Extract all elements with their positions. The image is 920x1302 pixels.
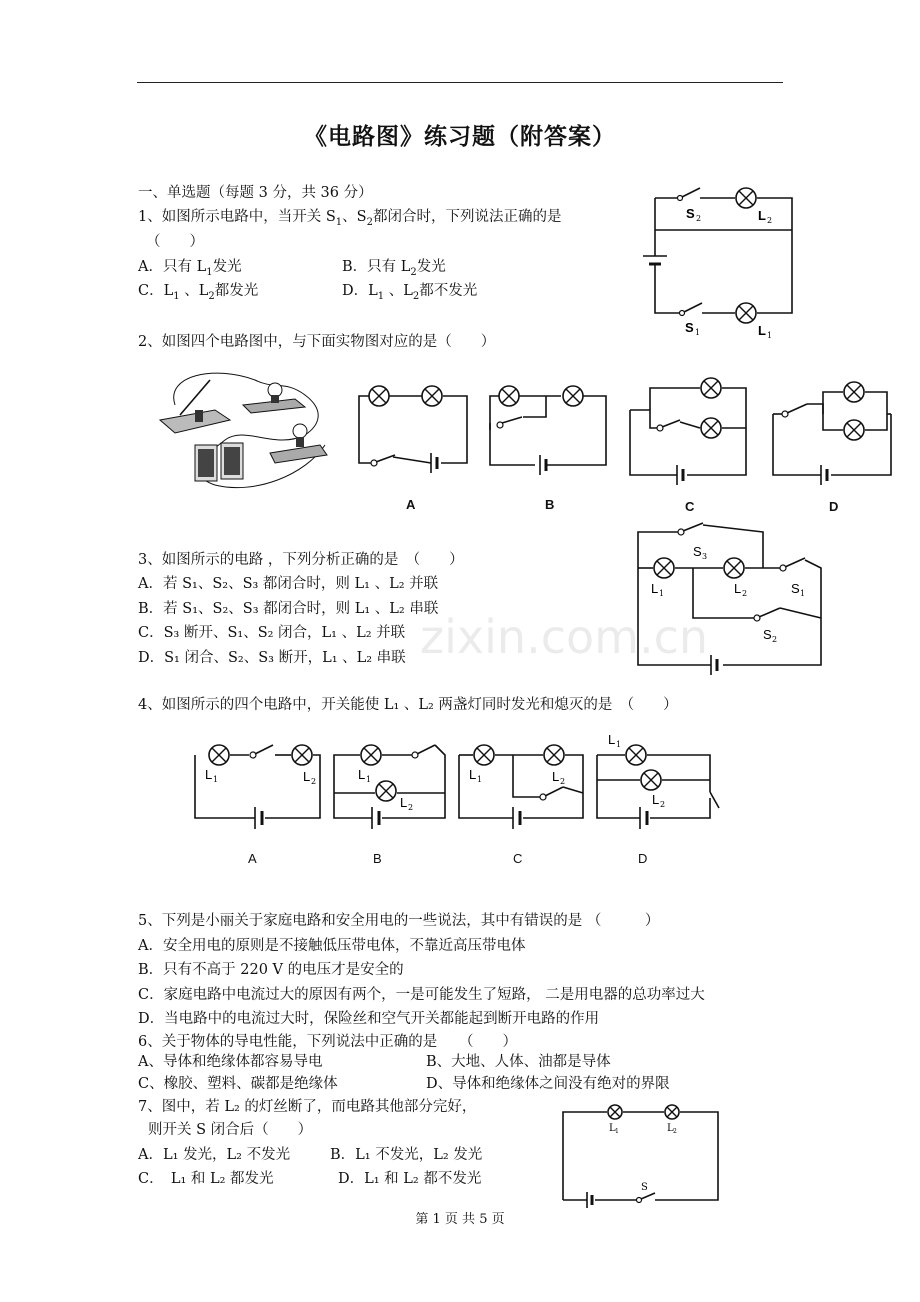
q2-circuit-a (345, 375, 485, 475)
svg-text:3: 3 (702, 552, 708, 561)
svg-text:2: 2 (311, 777, 317, 786)
svg-text:L: L (205, 767, 213, 782)
q1-stem: 1、如图所示电路中，当开关 $S_1$、$S_2$都闭合时，下列说法正确的是 (138, 209, 562, 228)
svg-text:1: 1 (616, 740, 622, 749)
q4-circuit-a (185, 735, 330, 835)
lamp-l2-icon (736, 188, 756, 208)
svg-text:L: L (400, 795, 408, 810)
svg-text:1: 1 (800, 589, 806, 598)
svg-text:1: 1 (213, 775, 219, 784)
svg-text:L: L (609, 1123, 616, 1134)
svg-text:S: S (686, 206, 695, 221)
q6-option-a[interactable]: A、导体和绝缘体都容易导电 (138, 1054, 323, 1070)
svg-text:L: L (303, 769, 311, 784)
q1-option-d[interactable]: D．$L_1$ 、$L_2$都不发光 (342, 283, 478, 302)
q1-option-a[interactable]: A．只有 $L_1$发光 (138, 259, 242, 278)
q7-stem-line1: 7、图中，若 L₂ 的灯丝断了，而电路其他部分完好， (138, 1099, 477, 1115)
svg-text:2: 2 (742, 589, 748, 598)
q3-stem: 3、如图所示的电路 ，下列分析正确的是 （ ） (138, 552, 464, 568)
q3-option-d[interactable]: D．S₁ 闭合、S₂、S₃ 断开，L₁ 、L₂ 串联 (138, 650, 406, 666)
svg-text:1: 1 (767, 331, 773, 340)
svg-text:1: 1 (477, 775, 483, 784)
q7-option-c[interactable]: C． L₁ 和 L₂ 都发光 (138, 1171, 274, 1187)
svg-text:S: S (685, 320, 694, 335)
svg-text:S: S (791, 581, 800, 596)
q6-option-c[interactable]: C、橡胶、塑料、碳都是绝缘体 (138, 1076, 338, 1092)
svg-text:L: L (552, 769, 560, 784)
q4-label-a: A (248, 851, 257, 866)
svg-text:2: 2 (696, 214, 702, 223)
svg-text:L: L (652, 792, 660, 807)
svg-text:1: 1 (615, 1128, 619, 1135)
q2-stem: 2、如图四个电路图中，与下面实物图对应的是（ ） (138, 334, 496, 350)
svg-text:2: 2 (560, 777, 566, 786)
svg-text:2: 2 (408, 803, 414, 812)
svg-text:S: S (763, 627, 772, 642)
q7-stem-line2: 则开关 S 闭合后（ ） (148, 1122, 313, 1138)
q5-option-d[interactable]: D．当电路中的电流过大时，保险丝和空气开关都能起到断开电路的作用 (138, 1011, 600, 1027)
q2-circuit-c (622, 370, 762, 485)
q1-option-c[interactable]: C．$L_1$ 、$L_2$都发光 (138, 283, 259, 302)
svg-text:L: L (358, 767, 366, 782)
svg-text:L: L (667, 1123, 674, 1134)
q4-label-c: C (513, 851, 523, 866)
q7-option-b[interactable]: B．L₁ 不发光，L₂ 发光 (330, 1147, 483, 1163)
q4-circuit-d (592, 730, 727, 835)
q2-circuit-d (765, 372, 905, 487)
q4-label-b: B (373, 851, 382, 866)
q1-option-b[interactable]: B．只有 $L_2$发光 (342, 259, 446, 278)
svg-text:L: L (469, 767, 477, 782)
section-heading: 一、单选题（每题 3 分，共 36 分） (138, 185, 373, 201)
svg-text:2: 2 (673, 1128, 677, 1135)
q6-option-b[interactable]: B、大地、人体、油都是导体 (426, 1054, 611, 1070)
q7-circuit-diagram (555, 1098, 725, 1218)
q5-stem: 5、下列是小丽关于家庭电路和安全用电的一些说法，其中有错误的是 （ ） (138, 913, 660, 929)
q5-option-a[interactable]: A．安全用电的原则是不接触低压带电体，不靠近高压带电体 (138, 938, 526, 954)
svg-text:L: L (608, 732, 616, 747)
q4-stem: 4、如图所示的四个电路中，开关能使 L₁ 、L₂ 两盏灯同时发光和熄灭的是 （ ） (138, 697, 678, 713)
q3-option-a[interactable]: A．若 S₁、S₂、S₃ 都闭合时，则 L₁ 、L₂ 并联 (138, 576, 439, 592)
page-footer: 第 1 页 共 5 页 (415, 1212, 505, 1227)
q2-circuit-b (480, 375, 620, 475)
q1-circuit-diagram (630, 180, 800, 340)
svg-text:L: L (758, 323, 766, 338)
q1-paren: （ ） (146, 234, 204, 250)
q4-circuit-b (330, 735, 460, 835)
svg-text:L: L (651, 581, 659, 596)
q6-stem: 6、关于物体的导电性能，下列说法中正确的是 （ ） (138, 1034, 517, 1050)
q4-label-d: D (638, 851, 648, 866)
q6-option-d[interactable]: D、导体和绝缘体之间没有绝对的界限 (426, 1076, 670, 1092)
q4-circuit-c (455, 735, 590, 835)
svg-text:1: 1 (366, 775, 372, 784)
svg-text:2: 2 (767, 216, 773, 225)
q5-option-b[interactable]: B．只有不高于 220 V 的电压才是安全的 (138, 962, 404, 978)
q7-option-d[interactable]: D．L₁ 和 L₂ 都不发光 (338, 1171, 482, 1187)
q2-label-d: D (829, 499, 839, 514)
q2-label-c: C (685, 499, 695, 514)
q3-option-b[interactable]: B．若 S₁、S₂、S₃ 都闭合时，则 L₁ 、L₂ 串联 (138, 601, 439, 617)
q7-option-a[interactable]: A．L₁ 发光，L₂ 不发光 (138, 1147, 291, 1163)
header-rule (137, 82, 783, 83)
q2-physical-circuit-picture (155, 365, 335, 495)
svg-text:2: 2 (660, 800, 666, 809)
q5-option-c[interactable]: C．家庭电路中电流过大的原因有两个，一是可能发生了短路， 二是用电器的总功率过大 (138, 987, 705, 1003)
q3-option-c[interactable]: C．S₃ 断开、S₁、S₂ 闭合，L₁ 、L₂ 并联 (138, 625, 406, 641)
svg-text:S: S (693, 544, 702, 559)
page-title: 《电路图》练习题（附答案） (304, 124, 616, 150)
svg-text:1: 1 (659, 589, 665, 598)
svg-text:L: L (734, 581, 742, 596)
q2-label-b: B (545, 497, 555, 512)
lamp-l1-icon (736, 303, 756, 323)
svg-text:2: 2 (772, 635, 778, 644)
svg-text:L: L (758, 208, 766, 223)
svg-text:1: 1 (695, 328, 701, 337)
q2-label-a: A (406, 497, 416, 512)
svg-text:S: S (641, 1182, 648, 1193)
watermark: zixin.com.cn (420, 610, 709, 664)
